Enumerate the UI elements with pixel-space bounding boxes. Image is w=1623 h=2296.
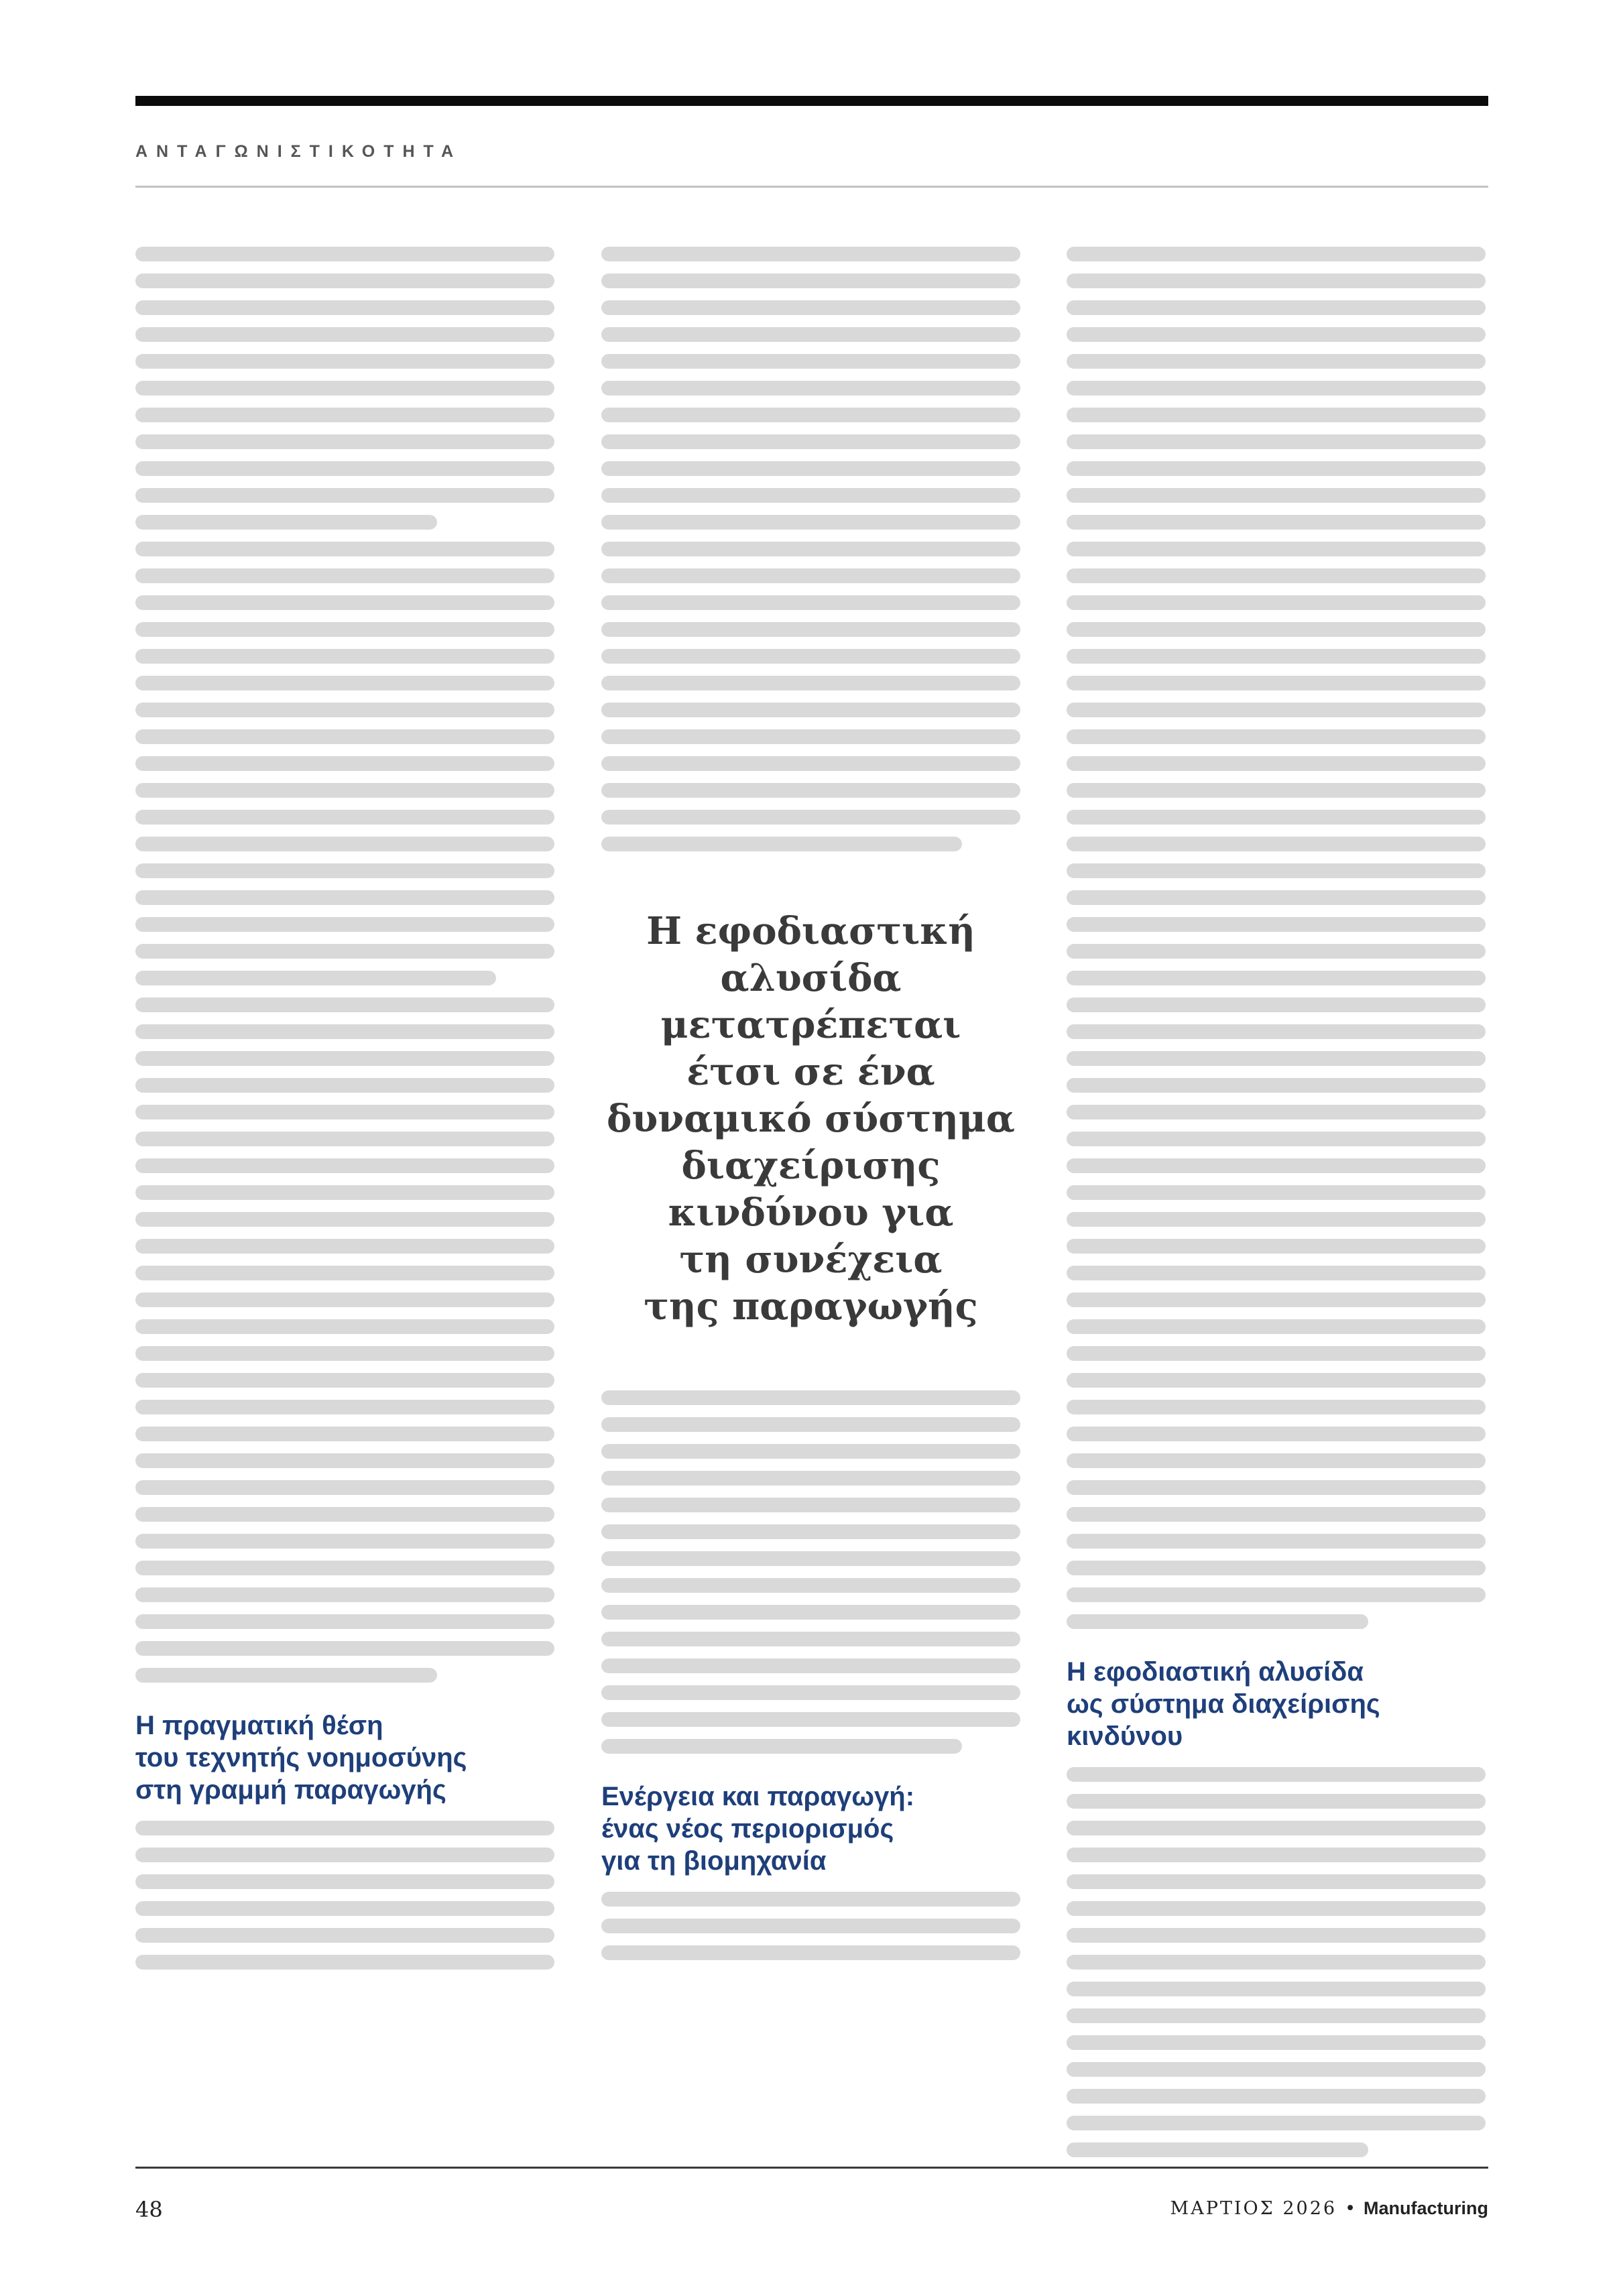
blurred-text-line	[135, 1587, 554, 1602]
blurred-text-line	[601, 729, 1020, 744]
blurred-text-line	[135, 595, 554, 610]
blurred-text-line	[601, 622, 1020, 637]
blurred-text-line	[135, 1239, 554, 1254]
blurred-text-line	[601, 1605, 1020, 1620]
blurred-text-line	[135, 1928, 554, 1943]
blurred-text-line	[1067, 1158, 1486, 1173]
blurred-text-line	[135, 568, 554, 583]
blurred-text-line	[1067, 247, 1486, 261]
blurred-text-line	[135, 1319, 554, 1334]
blurred-text-line	[1067, 1266, 1486, 1280]
blurred-text-line	[135, 1561, 554, 1575]
subheading: Η εφοδιαστική αλυσίδα ως σύστημα διαχείρισης κινδύνου	[1067, 1657, 1380, 1751]
blurred-text-line	[1067, 1024, 1486, 1039]
blurred-text-line	[1067, 1534, 1486, 1549]
bottom-rule	[135, 2167, 1488, 2169]
blurred-text-line	[601, 515, 1020, 530]
blurred-text-line	[135, 1266, 554, 1280]
blurred-text-line	[601, 676, 1020, 690]
column-1-text-block-1	[135, 247, 554, 1683]
blurred-text-line	[135, 434, 554, 449]
blurred-text-line	[135, 998, 554, 1012]
blurred-text-line	[135, 300, 554, 315]
blurred-text-line	[1067, 756, 1486, 771]
blurred-text-line	[1067, 2035, 1486, 2050]
blurred-text-line	[135, 944, 554, 959]
blurred-text-line	[1067, 515, 1486, 530]
blurred-text-line	[1067, 1955, 1486, 1970]
blurred-text-line	[1067, 1239, 1486, 1254]
blurred-text-line	[1067, 1507, 1486, 1522]
blurred-text-line	[135, 488, 554, 503]
blurred-text-line	[135, 1453, 554, 1468]
blurred-text-line	[135, 1105, 554, 1120]
blurred-text-line	[135, 408, 554, 422]
blurred-text-line	[1067, 2089, 1486, 2104]
blurred-text-line	[135, 729, 554, 744]
blurred-text-line	[1067, 2008, 1486, 2023]
blurred-text-line	[135, 542, 554, 556]
blurred-text-line	[601, 1892, 1020, 1907]
blurred-text-line	[135, 1821, 554, 1835]
blurred-text-line	[135, 1641, 554, 1656]
blurred-text-line	[1067, 1794, 1486, 1809]
blurred-text-line	[1067, 1212, 1486, 1227]
blurred-text-line	[135, 1346, 554, 1361]
blurred-text-line	[135, 676, 554, 690]
blurred-text-line	[601, 703, 1020, 717]
blurred-text-line	[135, 622, 554, 637]
blurred-text-line	[135, 1480, 554, 1495]
blurred-text-line	[1067, 944, 1486, 959]
column-3	[1067, 247, 1486, 2169]
issue-date: ΜΑΡΤΙΟΣ 2026	[1170, 2198, 1337, 2219]
blurred-text-line	[135, 1132, 554, 1146]
blurred-text-line	[601, 354, 1020, 369]
blurred-text-line	[1067, 595, 1486, 610]
blurred-text-line	[601, 1739, 962, 1754]
blurred-text-line	[135, 1848, 554, 1862]
blurred-text-line	[601, 1919, 1020, 1933]
blurred-text-line	[1067, 1132, 1486, 1146]
blurred-text-line	[135, 1427, 554, 1441]
blurred-text-line	[135, 1400, 554, 1414]
blurred-text-line	[1067, 434, 1486, 449]
subheading: Ενέργεια και παραγωγή: ένας νέος περιορισμός για τη βιομηχανία	[601, 1782, 915, 1876]
blurred-text-line	[601, 542, 1020, 556]
magazine-name: Manufacturing	[1364, 2198, 1488, 2218]
blurred-text-line	[135, 1051, 554, 1066]
blurred-text-line	[1067, 2142, 1368, 2157]
blurred-text-line	[601, 1551, 1020, 1566]
blurred-text-line	[1067, 1319, 1486, 1334]
blurred-text-line	[601, 783, 1020, 798]
blurred-text-line	[601, 1632, 1020, 1646]
blurred-text-line	[135, 1874, 554, 1889]
blurred-text-line	[601, 1685, 1020, 1700]
blurred-text-line	[601, 327, 1020, 342]
blurred-text-line	[601, 595, 1020, 610]
blurred-text-line	[601, 756, 1020, 771]
blurred-text-line	[135, 327, 554, 342]
blurred-text-line	[1067, 1051, 1486, 1066]
blurred-text-line	[135, 274, 554, 288]
blurred-text-line	[1067, 649, 1486, 664]
blurred-text-line	[601, 1417, 1020, 1432]
blurred-text-line	[1067, 1821, 1486, 1835]
footer-separator: •	[1345, 2198, 1356, 2219]
blurred-text-line	[1067, 542, 1486, 556]
blurred-text-line	[1067, 1292, 1486, 1307]
blurred-text-line	[1067, 274, 1486, 288]
blurred-text-line	[1067, 300, 1486, 315]
blurred-text-line	[601, 810, 1020, 825]
pull-quote: Η εφοδιαστική αλυσίδα μετατρέπεται έτσι σε ένα δυναμικό σύστημα διαχείρισης κινδύνου για τη συνέχεια της παραγωγής	[607, 909, 1015, 1329]
blurred-text-line	[1067, 729, 1486, 744]
blurred-text-line	[1067, 1561, 1486, 1575]
column-2-text-block-3	[601, 1892, 1020, 1960]
top-rule	[135, 96, 1488, 106]
blurred-text-line	[1067, 381, 1486, 396]
blurred-text-line	[135, 1373, 554, 1388]
page-number: 48	[135, 2197, 163, 2222]
blurred-text-line	[1067, 1400, 1486, 1414]
blurred-text-line	[601, 434, 1020, 449]
blurred-text-line	[601, 1471, 1020, 1486]
blurred-text-line	[601, 247, 1020, 261]
blurred-text-line	[135, 783, 554, 798]
blurred-text-line	[135, 703, 554, 717]
blurred-text-line	[135, 649, 554, 664]
blurred-text-line	[1067, 998, 1486, 1012]
blurred-text-line	[1067, 1587, 1486, 1602]
blurred-text-line	[601, 649, 1020, 664]
blurred-text-line	[1067, 890, 1486, 905]
blurred-text-line	[135, 1292, 554, 1307]
blurred-text-line	[1067, 1185, 1486, 1200]
column-3-text-block-2	[1067, 1767, 1486, 2157]
blurred-text-line	[135, 1507, 554, 1522]
blurred-text-line	[1067, 1427, 1486, 1441]
blurred-text-line	[601, 300, 1020, 315]
blurred-text-line	[135, 1955, 554, 1970]
blurred-text-line	[601, 1498, 1020, 1512]
blurred-text-line	[135, 1668, 437, 1683]
column-1-text-block-2	[135, 1821, 554, 1970]
blurred-text-line	[135, 1901, 554, 1916]
blurred-text-line	[601, 274, 1020, 288]
blurred-text-line	[1067, 568, 1486, 583]
blurred-text-line	[135, 890, 554, 905]
blurred-text-line	[1067, 2116, 1486, 2130]
blurred-text-line	[1067, 461, 1486, 476]
blurred-text-line	[135, 461, 554, 476]
subheading: Η πραγματική θέση του τεχνητής νοημοσύνης στη γραμμή παραγωγής	[135, 1711, 467, 1805]
blurred-text-line	[1067, 327, 1486, 342]
blurred-text-line	[601, 1390, 1020, 1405]
blurred-text-line	[1067, 703, 1486, 717]
blurred-text-line	[601, 408, 1020, 422]
blurred-text-line	[135, 837, 554, 851]
blurred-text-line	[135, 1212, 554, 1227]
blurred-text-line	[135, 1614, 554, 1629]
blurred-text-line	[1067, 488, 1486, 503]
blurred-text-line	[1067, 354, 1486, 369]
column-1	[135, 247, 554, 1982]
footer-credit	[1170, 2198, 1488, 2219]
blurred-text-line	[1067, 837, 1486, 851]
blurred-text-line	[1067, 1928, 1486, 1943]
blurred-text-line	[135, 247, 554, 261]
blurred-text-line	[601, 568, 1020, 583]
blurred-text-line	[1067, 676, 1486, 690]
blurred-text-line	[601, 1578, 1020, 1593]
blurred-text-line	[135, 810, 554, 825]
blurred-text-line	[1067, 408, 1486, 422]
section-rule	[135, 186, 1488, 188]
blurred-text-line	[1067, 1373, 1486, 1388]
blurred-text-line	[135, 1158, 554, 1173]
blurred-text-line	[601, 837, 962, 851]
blurred-text-line	[135, 1078, 554, 1093]
blurred-text-line	[1067, 1767, 1486, 1782]
blurred-text-line	[135, 863, 554, 878]
blurred-text-line	[135, 381, 554, 396]
blurred-text-line	[1067, 783, 1486, 798]
blurred-text-line	[601, 381, 1020, 396]
blurred-text-line	[135, 1024, 554, 1039]
blurred-text-line	[1067, 1982, 1486, 1996]
blurred-text-line	[135, 917, 554, 932]
section-label: ΑΝΤΑΓΩΝΙΣΤΙΚΟΤΗΤΑ	[135, 142, 463, 161]
blurred-text-line	[1067, 1848, 1486, 1862]
blurred-text-line	[1067, 1874, 1486, 1889]
blurred-text-line	[601, 1945, 1020, 1960]
blurred-text-line	[135, 515, 437, 530]
blurred-text-line	[601, 1524, 1020, 1539]
column-2-text-block-2	[601, 1390, 1020, 1754]
blurred-text-line	[1067, 1453, 1486, 1468]
blurred-text-line	[1067, 1480, 1486, 1495]
blurred-text-line	[1067, 1346, 1486, 1361]
blurred-text-line	[1067, 622, 1486, 637]
blurred-text-line	[1067, 1078, 1486, 1093]
blurred-text-line	[135, 971, 496, 985]
blurred-text-line	[601, 461, 1020, 476]
blurred-text-line	[1067, 1614, 1368, 1629]
blurred-text-line	[1067, 1901, 1486, 1916]
blurred-text-line	[135, 354, 554, 369]
column-2-text-block-1	[601, 247, 1020, 851]
blurred-text-line	[135, 1185, 554, 1200]
blurred-text-line	[601, 1658, 1020, 1673]
blurred-text-line	[1067, 971, 1486, 985]
blurred-text-line	[1067, 2062, 1486, 2077]
blurred-text-line	[1067, 917, 1486, 932]
blurred-text-line	[135, 756, 554, 771]
blurred-text-line	[1067, 863, 1486, 878]
blurred-text-line	[1067, 810, 1486, 825]
blurred-text-line	[601, 488, 1020, 503]
blurred-text-line	[135, 1534, 554, 1549]
blurred-text-line	[601, 1444, 1020, 1459]
column-3-text-block-1	[1067, 247, 1486, 1629]
blurred-text-line	[1067, 1105, 1486, 1120]
column-2	[601, 247, 1020, 1972]
blurred-text-line	[601, 1712, 1020, 1727]
